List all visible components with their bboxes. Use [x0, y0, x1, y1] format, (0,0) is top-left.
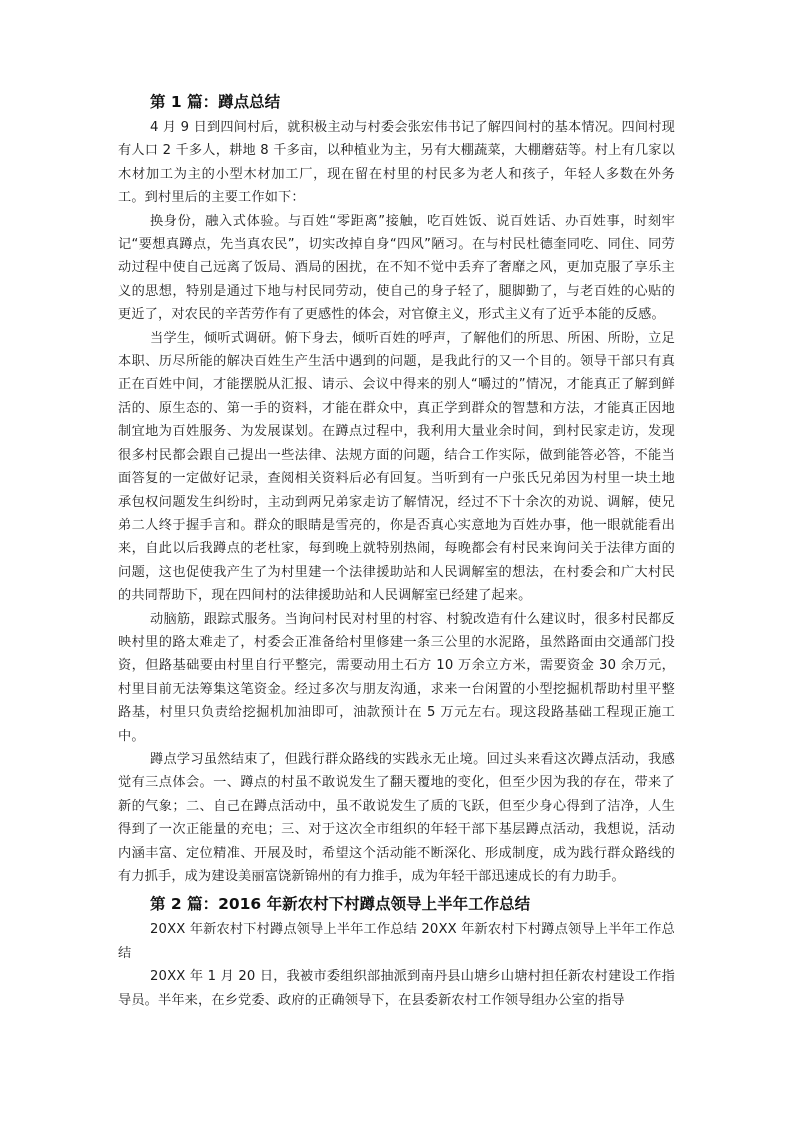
section-2-paragraph: 20XX 年 1 月 20 日，我被市委组织部抽派到南丹县山塘乡山塘村担任新农村建设工作指导员。半年来，在乡党委、政府的正确领导下，在县委新农村工作领导组办公室的指导 — [118, 969, 675, 1008]
section-1-heading: 第 1 篇：蹲点总结 — [150, 93, 281, 111]
section-2-heading: 第 2 篇：2016 年新农村下村蹲点领导上半年工作总结 — [150, 895, 531, 914]
section-1-paragraph: 4 月 9 日到四间村后，就积极主动与村委会张宏伟书记了解四间村的基本情况。四间村现有人口 2 千多人，耕地 8 千多亩，以种植业为主，另有大棚蔬菜，大棚蘑菇等。村上有几家以木材加工为主的小型木材加工厂，现在留在村里的村民多为老人和孩子，年轻人多数在外务工。到村里后的主要工作如下： — [118, 120, 675, 206]
section-1-paragraph: 动脑筋，跟踪式服务。当询问村民对村里的村容、村貌改造有什么建议时，很多村民都反映村里的路太难走了，村委会正准备给村里修建一条三公里的水泥路，虽然路面由交通部门投资，但路基础要由村里自行平整完，需要动用土石方 10 万余立方米，需要资金 30 余万元，村里目前无法筹集这笔资金。经过多次与朋友沟通，求来一台闲置的小型挖掘机帮助村里平整路基，村里只负责给挖掘机加油即可，油款预计在 5 万元左右。现这段路基础工程现正施工中。 — [118, 611, 675, 744]
section-1-paragraph: 蹲点学习虽然结束了，但践行群众路线的实践永无止境。回过头来看这次蹲点活动，我感觉有三点体会。一、蹲点的村虽不敢说发生了翻天覆地的变化，但至少因为我的存在，带来了新的气象；二、自己在蹲点活动中，虽不敢说发生了质的飞跃，但至少身心得到了洁净，人生得到了一次正能量的充电；三、对于这次全市组织的年轻干部下基层蹲点活动，我想说，活动内涵丰富、定位精准、开展及时，希望这个活动能不断深化、形成制度，成为践行群众路线的有力抓手，成为建设美丽富饶新锦州的有力推手，成为年轻干部迅速成长的有力助手。 — [118, 751, 675, 884]
section-2-paragraph: 20XX 年新农村下村蹲点领导上半年工作总结 20XX 年新农村下村蹲点领导上半年工作总结 — [118, 922, 675, 961]
section-1-paragraph: 换身份，融入式体验。与百姓“零距离”接触，吃百姓饭、说百姓话、办百姓事，时刻牢记“要想真蹲点，先当真农民”，切实改掉自身“四风”陋习。在与村民杜德奎同吃、同住、同劳动过程中使自己远离了饭局、酒局的困扰，在不知不觉中丢弃了奢靡之风，更加克服了享乐主义的思想，特别是通过下地与村民同劳动，使自己的身子轻了，腿脚勤了，与老百姓的心贴的更近了，对农民的辛苦劳作有了更感性的体会，对官僚主义，形式主义有了近乎本能的反感。 — [118, 213, 675, 323]
section-1-paragraph: 当学生，倾听式调研。俯下身去，倾听百姓的呼声，了解他们的所思、所困、所盼，立足本职、历尽所能的解决百姓生产生活中遇到的问题，是我此行的又一个目的。领导干部只有真正在百姓中间，才能摆脱从汇报、请示、会议中得来的别人“嚼过的”情况，才能真正了解到鲜活的、原生态的、第一手的资料，才能在群众中，真正学到群众的智慧和方法，才能真正因地制宜地为百姓服务、为发展谋划。在蹲点过程中，我利用大量业余时间，到村民家走访，发现很多村民都会跟自己提出一些法律、法规方面的问题，结合工作实际，做到能答必答，不能当面答复的一定做好记录，查阅相关资料后必有回复。当听到有一户张氏兄弟因为村里一块土地承包权问题发生纠纷时，主动到两兄弟家走访了解情况，经过不下十余次的劝说、调解，使兄弟二人终于握手言和。群众的眼睛是雪亮的，你是否真心实意地为百姓办事，他一眼就能看出来，自此以后我蹲点的老杜家，每到晚上就特别热闹，每晚都会有村民来询问关于法律方面的问题，这也促使我产生了为村里建一个法律援助站和人民调解室的想法，在村委会和广大村民的共同帮助下，现在四间村的法律援助站和人民调解室已经建了起来。 — [118, 330, 675, 604]
